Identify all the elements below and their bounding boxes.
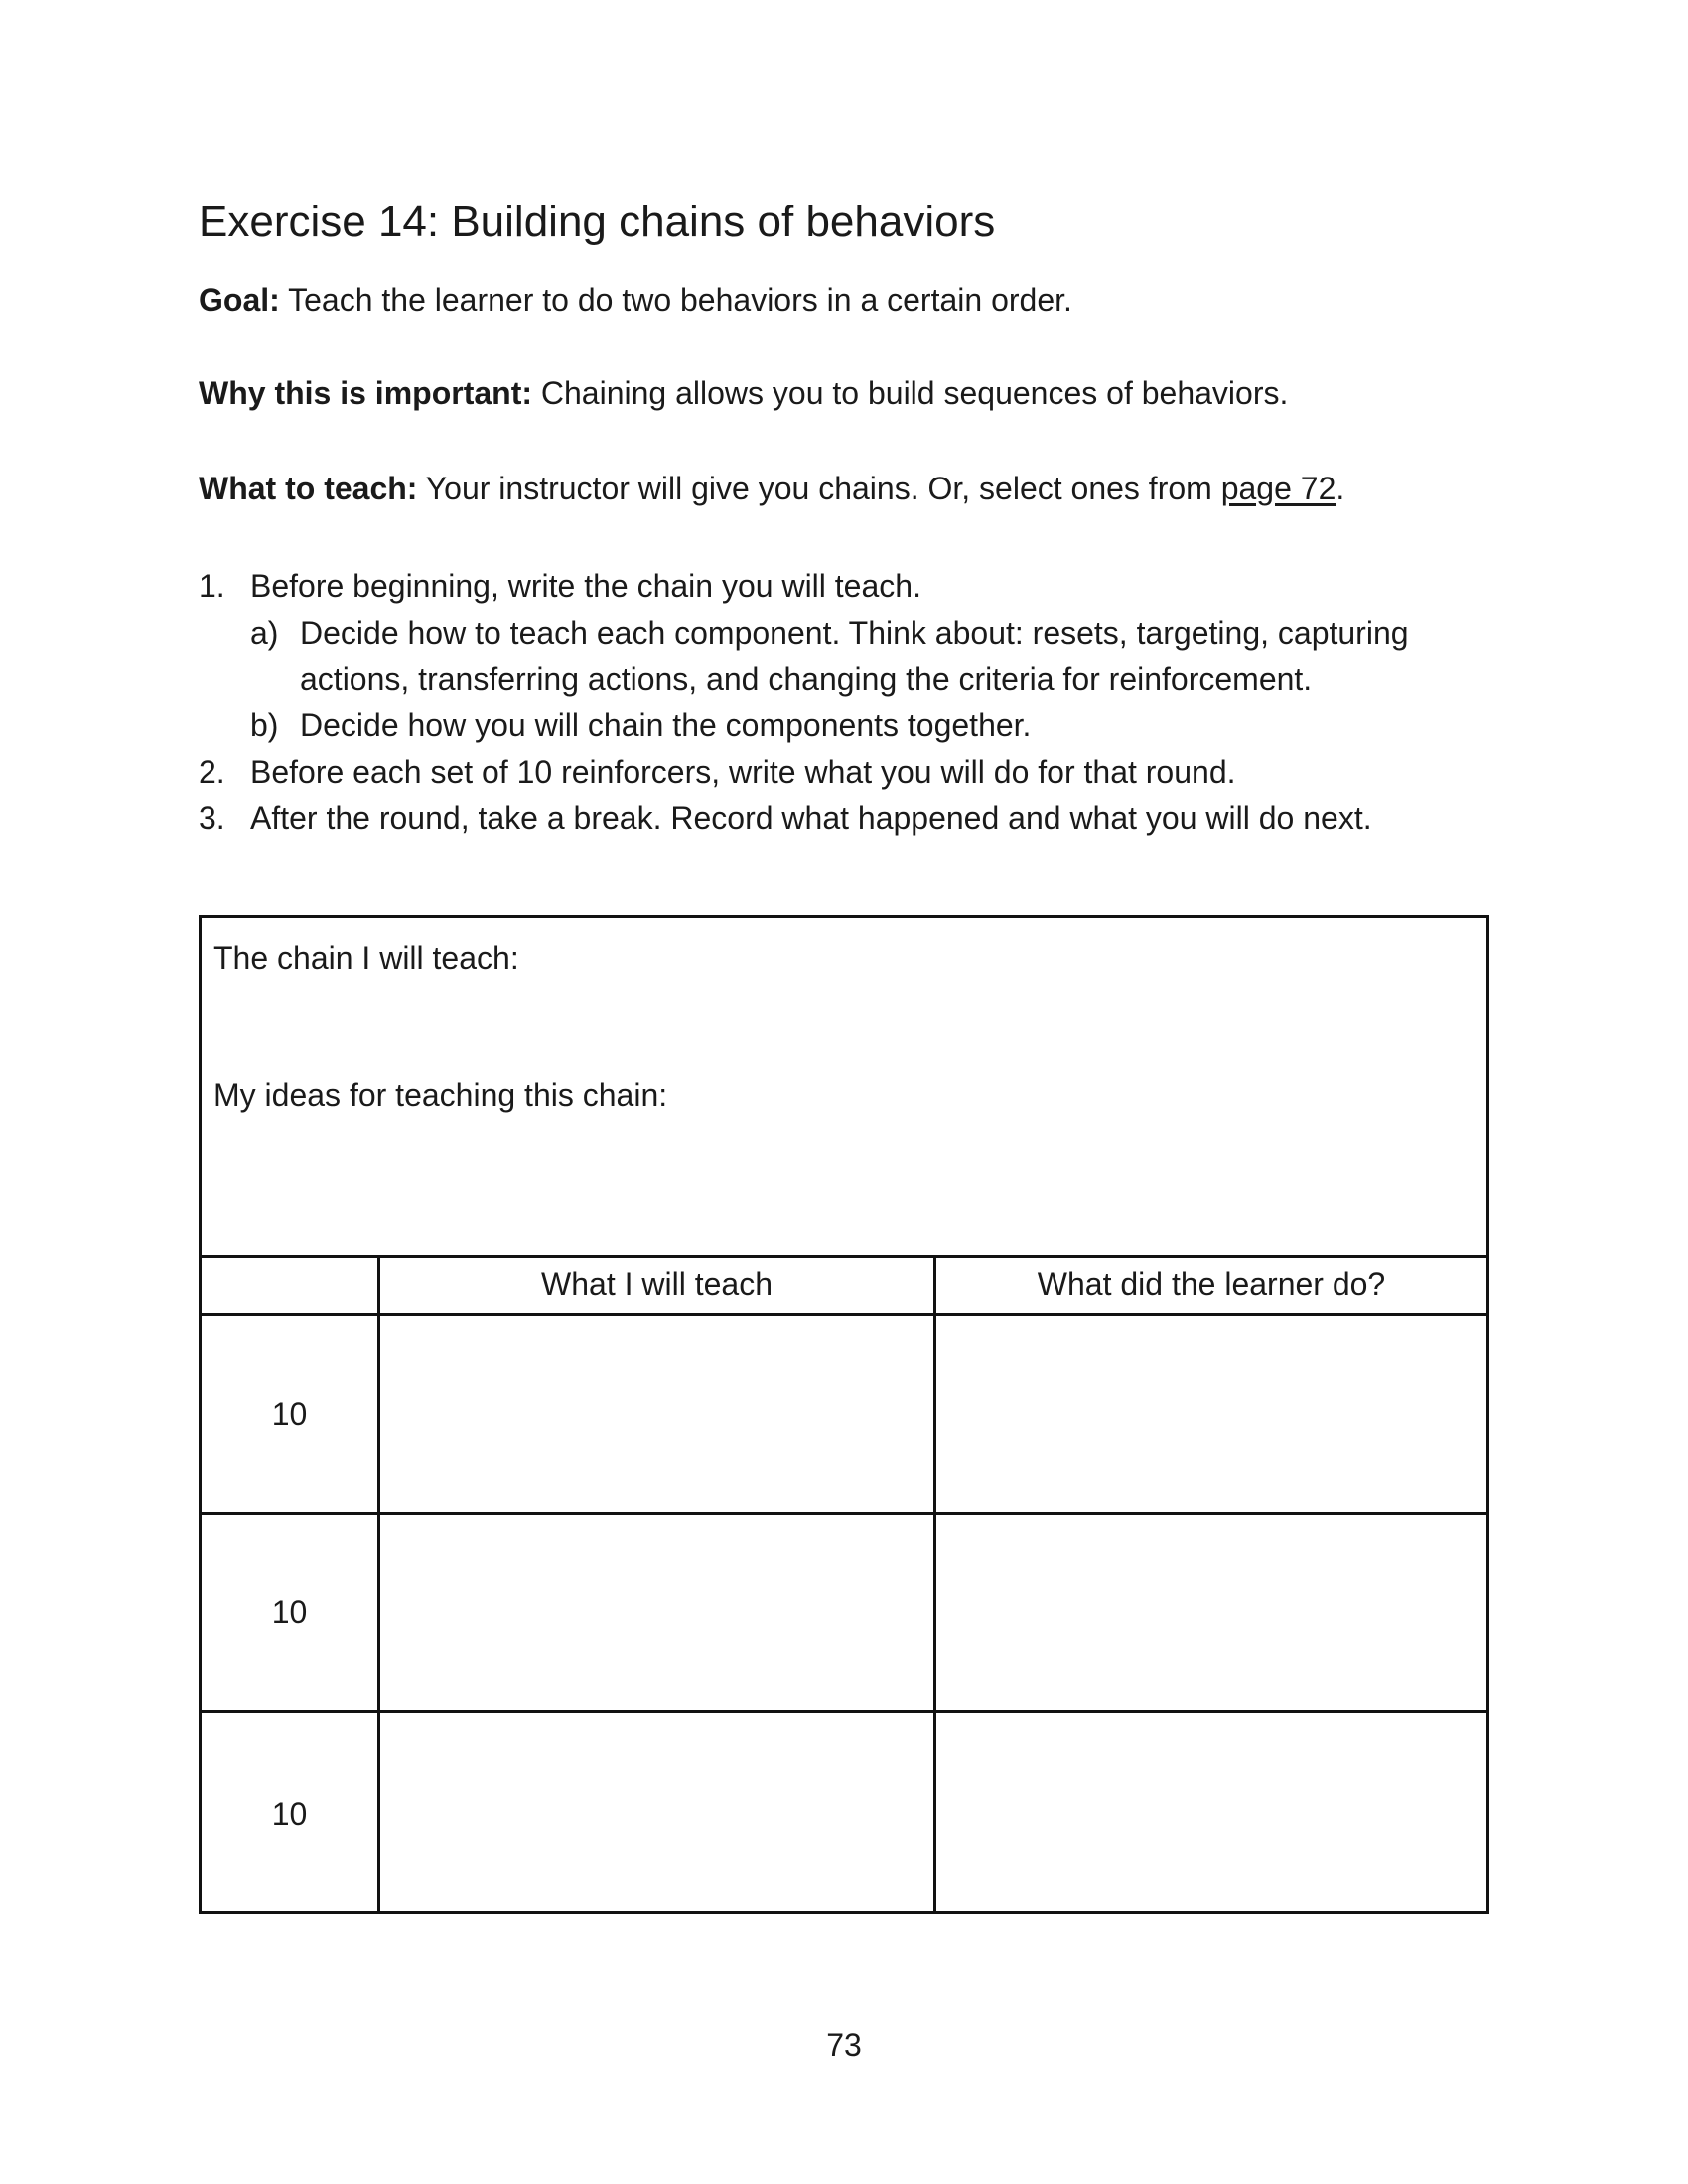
ideas-prompt: My ideas for teaching this chain: [213, 1077, 668, 1113]
substep-b-letter: b) [250, 707, 279, 743]
step-3-text: After the round, take a break. Record what happened and what you will do next. [250, 800, 1372, 836]
step-1 [199, 566, 225, 606]
teach-plan-cell[interactable] [380, 1713, 936, 1914]
learner-response-cell[interactable] [936, 1316, 1486, 1512]
worksheet-table [199, 915, 1489, 1914]
round-count: 10 [202, 1713, 380, 1914]
learner-response-cell[interactable] [936, 1515, 1486, 1710]
why-paragraph [199, 373, 1288, 413]
header-learner-response: What did the learner do? [1037, 1266, 1386, 1301]
round-count: 10 [202, 1515, 380, 1710]
header-count-cell [202, 1255, 380, 1313]
step-3-number: 3. [199, 800, 225, 836]
page-number: 73 [826, 2027, 862, 2063]
substep-a-line-2: actions, transferring actions, and changing the criteria for reinforcement. [300, 661, 1313, 697]
table-row [202, 1713, 1486, 1914]
why-label: Why this is important: [199, 375, 532, 411]
what-paragraph [199, 469, 1344, 508]
table-row [202, 1316, 1486, 1515]
what-text: Your instructor will give you chains. Or, select ones from [417, 471, 1221, 506]
exercise-title: Exercise 14: Building chains of behaviors [199, 198, 996, 246]
table-row [202, 1515, 1486, 1713]
goal-paragraph [199, 280, 1072, 320]
goal-label: Goal: [199, 282, 280, 318]
chain-prompt: The chain I will teach: [213, 940, 519, 976]
what-label: What to teach: [199, 471, 418, 506]
substep-a-line-1: Decide how to teach each component. Think about: resets, targeting, capturing [300, 615, 1409, 651]
teach-plan-cell[interactable] [380, 1316, 936, 1512]
what-suffix: . [1336, 471, 1345, 506]
learner-response-cell[interactable] [936, 1713, 1486, 1914]
step-1-text: Before beginning, write the chain you will teach. [250, 568, 921, 604]
chain-planning-area[interactable] [202, 918, 1486, 1258]
header-what-i-will-teach: What I will teach [380, 1255, 936, 1313]
step-2-number: 2. [199, 754, 225, 790]
step-1-number: 1. [199, 568, 225, 604]
goal-text: Teach the learner to do two behaviors in a certain order. [279, 282, 1072, 318]
substep-b-line-1: Decide how you will chain the components together. [300, 707, 1032, 743]
why-text: Chaining allows you to build sequences of behaviors. [532, 375, 1289, 411]
round-count: 10 [202, 1316, 380, 1512]
step-2-text: Before each set of 10 reinforcers, write what you will do for that round. [250, 754, 1236, 790]
substep-a-letter: a) [250, 615, 279, 651]
teach-plan-cell[interactable] [380, 1515, 936, 1710]
page-72-link[interactable]: page 72 [1220, 471, 1336, 506]
table-header-row [202, 1255, 1486, 1316]
